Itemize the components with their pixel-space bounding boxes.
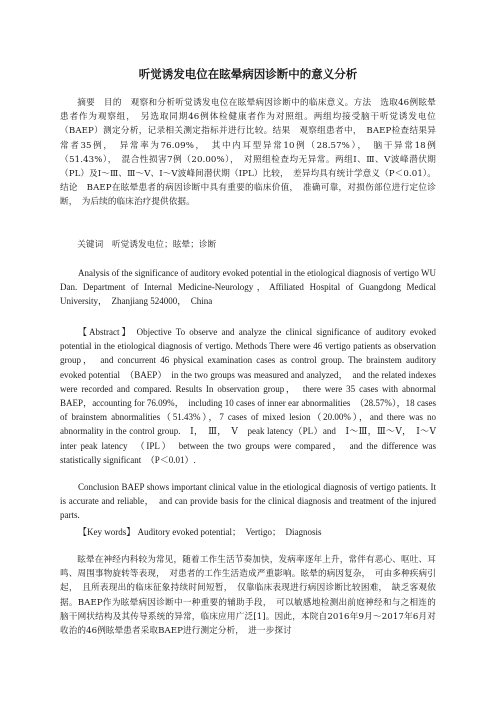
english-conclusion: Conclusion BAEP shows important clinical value in the etiological diagnosis of vertigo patients. It is accurate and reliable， and can provide basis for the clinical diagnosis and treatment of the injured parts. — [60, 482, 436, 521]
english-keywords-label: 【Key words】 — [78, 527, 136, 537]
english-keywords-text: Auditory evoked potential； Vertigo； Diagnosis — [135, 527, 322, 537]
english-title-block: Analysis of the significance of auditory evoked potential in the etiological diagnosis of vertigo WU Dan. Department of Internal Medicine-Neurology，Affiliated Hospital of Guangdong Medical University， Zhanjiang 524000， China — [60, 268, 436, 307]
chinese-abstract: 摘要 目的 观察和分析听觉诱发电位在眩晕病因诊断中的临床意义。方法 选取46例眩晕患者作为观察组， 另选取同期46例体检健康者作为对照组。两组均接受脑干听觉诱发电位（BAEP）测定分析，记录相关测定指标并进行比较。结果 观察组患者中， BAEP检查结果异常者35例， 异常率为76.09%， 其中内耳型异常10例（28.57%）， 脑干异常18例（51.43%）， 混合性损害7例（20.00%）， 对照组检查均无异常。两组Ⅰ、Ⅲ、Ⅴ波峰潜伏期（PL）及Ⅰ～Ⅲ、Ⅲ～Ⅴ、Ⅰ～Ⅴ波峰间潜伏期（IPL）比较， 差异均具有统计学意义（P＜0.01）。结论 BAEP在眩晕患者的病因诊断中具有重要的临床价值， 准确可靠，对损伤部位进行定位诊断， 为后续的临床治疗提供依据。 — [60, 98, 436, 208]
body-paragraph: 眩晕在神经内科较为常见，随着工作生活节奏加快，发病率逐年上升，常伴有恶心、呕吐、耳鸣、周围事物旋转等表现， 对患者的工作生活造成严重影响。眩晕的病因复杂， 可由多种疾病引起， 且所表现出的临床征象持续时间短暂， 仅靠临床表现进行病因诊断比较困难， 缺乏客观依据。BAEP作为眩晕病因诊断中一种重要的辅助手段， 可以敏感地检测出前庭神经和与之相连的脑干网状结构及其传导系统的异常，临床应用广泛[1]。因此，本院自2016年9月～2017年6月对收治的46例眩晕患者采取BAEP进行测定分析， 进一步探讨 — [60, 555, 436, 637]
english-abstract — [60, 325, 446, 467]
chinese-keywords: 关键词 听觉诱发电位；眩晕；诊断 — [77, 240, 217, 250]
english-abstract-label: 【Abstract】 — [78, 327, 133, 337]
article-title: 听觉诱发电位在眩晕病因诊断中的意义分析 — [138, 67, 358, 81]
english-abstract-text: Objective To observe and analyze the clinical significance of auditory evoked potential in the etiological diagnosis of vertigo. Methods There were 46 vertigo patients as observation group， and concurrent 46 physical examination cases as control group. The brainstem auditory evoked potential （BAEP） in the two groups was measured and analyzed， and the related indexes were recorded and compared. Results In observation group， there were 35 cases with abnormal BAEP，accounting for 76.09%， including 10 cases of inner ear abnormalities （28.57%），18 cases of brainstem abnormalities（51.43%），7 cases of mixed lesion（20.00%），and there was no abnormality in the control group. Ⅰ， Ⅲ， Ⅴ peak latency（PL）and Ⅰ～Ⅲ，Ⅲ～Ⅴ， Ⅰ～Ⅴ inter peak latency （IPL） between the two groups were compared， and the difference was statistically significant （P＜0.01）. — [60, 327, 446, 465]
english-keywords — [60, 525, 436, 539]
